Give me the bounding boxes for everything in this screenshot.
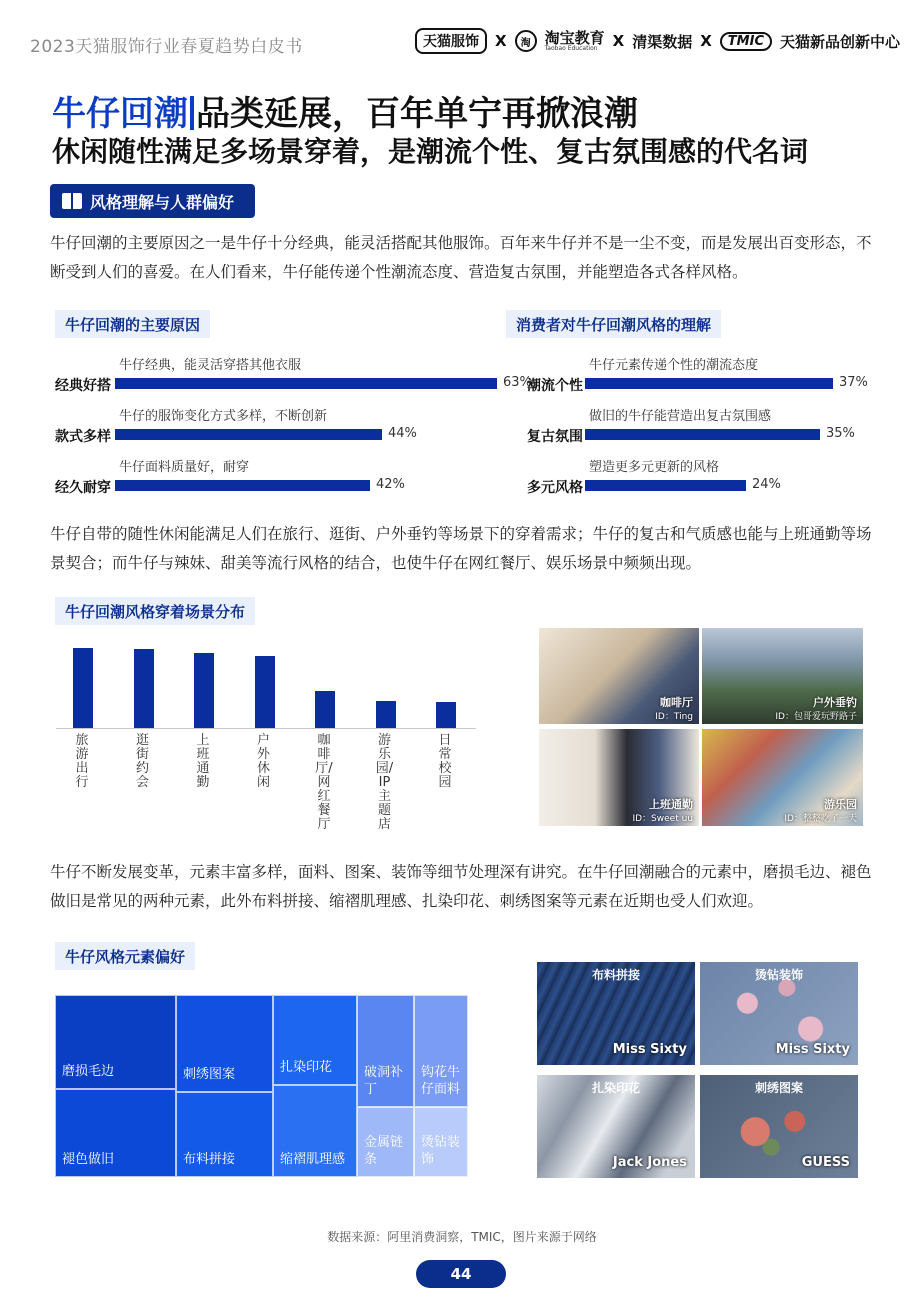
photo-caption: 户外垂钓 xyxy=(813,696,857,709)
brand-tmall-fashion: 天猫服饰 xyxy=(415,28,487,54)
book-icon xyxy=(62,193,82,209)
bar-category-label: 日常校园 xyxy=(438,733,452,790)
brand-taobao-education xyxy=(544,28,605,52)
bar-category-label: 游乐园/IP主题店 xyxy=(375,733,394,832)
treemap-cell-patch xyxy=(357,995,414,1107)
treemap-cell-ruched xyxy=(273,1085,357,1177)
denim-tile-label: 布料拼接 xyxy=(591,968,640,982)
treemap-label: 刺绣图案 xyxy=(183,1067,236,1082)
photo-credit: ID：整整吃了一天 xyxy=(784,814,857,824)
bar xyxy=(194,653,214,728)
bar-description: 做旧的牛仔能营造出复古氛围感 xyxy=(589,409,772,424)
section-tag xyxy=(50,184,255,218)
bar xyxy=(376,701,396,728)
brand-tmic: TMIC xyxy=(720,32,772,51)
page-number: 44 xyxy=(416,1260,506,1288)
bar-category: 经典好搭 xyxy=(55,378,111,394)
bar xyxy=(585,429,820,440)
chart-understanding-title: 消费者对牛仔回潮风格的理解 xyxy=(506,310,721,338)
denim-tile-brand: GUESS xyxy=(801,1155,850,1170)
denim-tile-label: 刺绣图案 xyxy=(754,1081,803,1095)
paragraph-scenes: 牛仔自带的随性休闲能满足人们在旅行、逛街、户外垂钓等场景下的穿着需求；牛仔的复古和气质感也能与上班通勤等场景契合；而牛仔与辣妹、甜美等流行风格的结合，也使牛仔在网红餐厅、娱乐场景中频频出现。 xyxy=(50,525,872,572)
treemap-label: 烫钻装饰 xyxy=(421,1135,461,1167)
treemap-cell-embroidery xyxy=(176,995,273,1092)
treemap-label: 金属链条 xyxy=(364,1135,404,1167)
chart-elements-title: 牛仔风格元素偏好 xyxy=(55,942,195,970)
bar-value-label: 63% xyxy=(503,375,532,390)
data-source: 数据来源：阿里消费洞察，TMIC，图片来源于网络 xyxy=(327,1230,597,1244)
page-subtitle: 休闲随性满足多场景穿着，是潮流个性、复古氛围感的代名词 xyxy=(52,135,809,168)
headline-rest: 品类延展，百年单宁再掀浪潮 xyxy=(196,94,638,134)
bar xyxy=(255,656,275,728)
paragraph-intro: 牛仔回潮的主要原因之一是牛仔十分经典，能灵活搭配其他服饰。百年来牛仔并不是一尘不变，而是发展出百变形态，不断受到人们的喜爱。在人们看来，牛仔能传递个性潮流态度、营造复古氛围，并能塑造各式各样风格。 xyxy=(50,234,872,281)
bar-description: 牛仔经典，能灵活穿搭其他衣服 xyxy=(119,358,302,373)
denim-tile-tie-dye xyxy=(537,1075,695,1178)
section-title: 风格理解与人群偏好 xyxy=(90,192,235,212)
brand-separator: X xyxy=(495,32,507,50)
page-headline xyxy=(52,86,638,135)
bar xyxy=(315,691,335,728)
headline-accent: 牛仔回潮 xyxy=(52,94,188,134)
bar-value-label: 37% xyxy=(839,375,868,390)
bar-description: 牛仔面料质量好，耐穿 xyxy=(119,460,250,475)
treemap-cell-rhinestone xyxy=(414,1107,468,1177)
bar-category-label: 逛街约会 xyxy=(135,733,149,790)
chart-reasons-title: 牛仔回潮的主要原因 xyxy=(55,310,210,338)
bar-category: 经久耐穿 xyxy=(55,480,111,496)
photo-caption: 上班通勤 xyxy=(649,798,693,811)
bar-category: 复古氛围 xyxy=(527,429,583,445)
brand-separator: X xyxy=(612,32,625,50)
bar-category-label: 上班通勤 xyxy=(196,733,210,790)
bar-row xyxy=(527,401,883,445)
bar xyxy=(115,429,382,440)
treemap-label: 布料拼接 xyxy=(183,1152,236,1167)
treemap-label: 钩花牛仔面料 xyxy=(421,1065,461,1097)
denim-tile-brand: Jack Jones xyxy=(612,1155,687,1170)
treemap-label: 褪色做旧 xyxy=(62,1152,115,1167)
chart-scenes xyxy=(56,630,476,840)
bar-value-label: 35% xyxy=(826,426,855,441)
bar-row xyxy=(55,401,547,445)
bar-row xyxy=(55,350,547,394)
treemap-cell-faded xyxy=(55,1089,176,1177)
chart-elements-treemap xyxy=(55,995,468,1177)
bar-category: 潮流个性 xyxy=(527,378,583,394)
bar xyxy=(115,378,497,389)
photo-fishing xyxy=(702,628,863,724)
bar-row xyxy=(55,452,547,496)
bar-value-label: 44% xyxy=(388,426,417,441)
denim-tile-brand: Miss Sixty xyxy=(775,1042,850,1057)
brand-bar xyxy=(415,26,900,56)
bar-description: 牛仔的服饰变化方式多样，不断创新 xyxy=(119,409,328,424)
report-title: 2023天猫服饰行业春夏趋势白皮书 xyxy=(30,37,303,57)
photo-credit: ID：Sweet uu xyxy=(632,814,693,824)
brand-tmall-innovation: 天猫新品创新中心 xyxy=(779,32,900,51)
denim-tile-label: 烫钻装饰 xyxy=(754,968,803,982)
photo-credit: ID：Ting xyxy=(655,712,693,722)
denim-tile-embroidery xyxy=(700,1075,858,1178)
chart-scenes-axis xyxy=(56,728,476,729)
treemap-label: 扎染印花 xyxy=(280,1060,333,1075)
bar-description: 牛仔元素传递个性的潮流态度 xyxy=(589,358,759,373)
bar-category: 多元风格 xyxy=(527,480,583,496)
bar xyxy=(436,702,456,728)
taobao-logo-icon: 淘 xyxy=(515,30,537,52)
bar-category-label: 咖啡厅/网红餐厅 xyxy=(315,733,333,832)
bar xyxy=(115,480,370,491)
photo-caption: 咖啡厅 xyxy=(660,696,693,709)
denim-tile-rhinestone xyxy=(700,962,858,1065)
bar xyxy=(73,648,93,728)
chart-scenes-title: 牛仔回潮风格穿着场景分布 xyxy=(55,597,255,625)
brand-separator: X xyxy=(700,32,712,50)
bar xyxy=(585,480,746,491)
treemap-cell-metal-chain xyxy=(357,1107,414,1177)
bar xyxy=(585,378,833,389)
photo-caption: 游乐园 xyxy=(824,798,857,811)
bar-category: 款式多样 xyxy=(55,429,111,445)
photo-commute xyxy=(539,729,699,826)
photo-amusement-park xyxy=(702,729,863,826)
denim-tile-brand: Miss Sixty xyxy=(612,1042,687,1057)
photo-cafe xyxy=(539,628,699,724)
treemap-cell-crochet xyxy=(414,995,468,1107)
brand-taobao-sub: Taobao Education xyxy=(544,44,598,52)
bar-row xyxy=(527,452,883,496)
bar-description: 塑造更多元更新的风格 xyxy=(589,460,720,475)
treemap-label: 破洞补丁 xyxy=(364,1065,404,1097)
bar-value-label: 42% xyxy=(376,477,405,492)
paragraph-elements: 牛仔不断发展变革，元素丰富多样，面料、图案、装饰等细节处理深有讲究。在牛仔回潮融合的元素中，磨损毛边、褪色做旧是常见的两种元素，此外布料拼接、缩褶肌理感、扎染印花、刺绣图案等元素在近期也受人们欢迎。 xyxy=(50,863,872,910)
denim-tile-patchwork xyxy=(537,962,695,1065)
treemap-label: 缩褶肌理感 xyxy=(280,1152,346,1167)
bar xyxy=(134,649,154,728)
bar-value-label: 24% xyxy=(752,477,781,492)
treemap-cell-worn-edge xyxy=(55,995,176,1089)
treemap-label: 磨损毛边 xyxy=(62,1064,115,1079)
bar-row xyxy=(527,350,883,394)
denim-tile-label: 扎染印花 xyxy=(591,1081,640,1095)
treemap-cell-tie-dye xyxy=(273,995,357,1085)
bar-category-label: 户外休闲 xyxy=(256,733,270,790)
bar-category-label: 旅游出行 xyxy=(75,733,89,790)
brand-taobao-name: 淘宝教育 xyxy=(544,28,605,47)
treemap-cell-patchwork xyxy=(176,1092,273,1177)
brand-qingqu-data: 清渠数据 xyxy=(632,32,693,51)
headline-divider xyxy=(190,96,194,130)
photo-credit: ID：包哥爱玩野路子 xyxy=(775,712,857,722)
